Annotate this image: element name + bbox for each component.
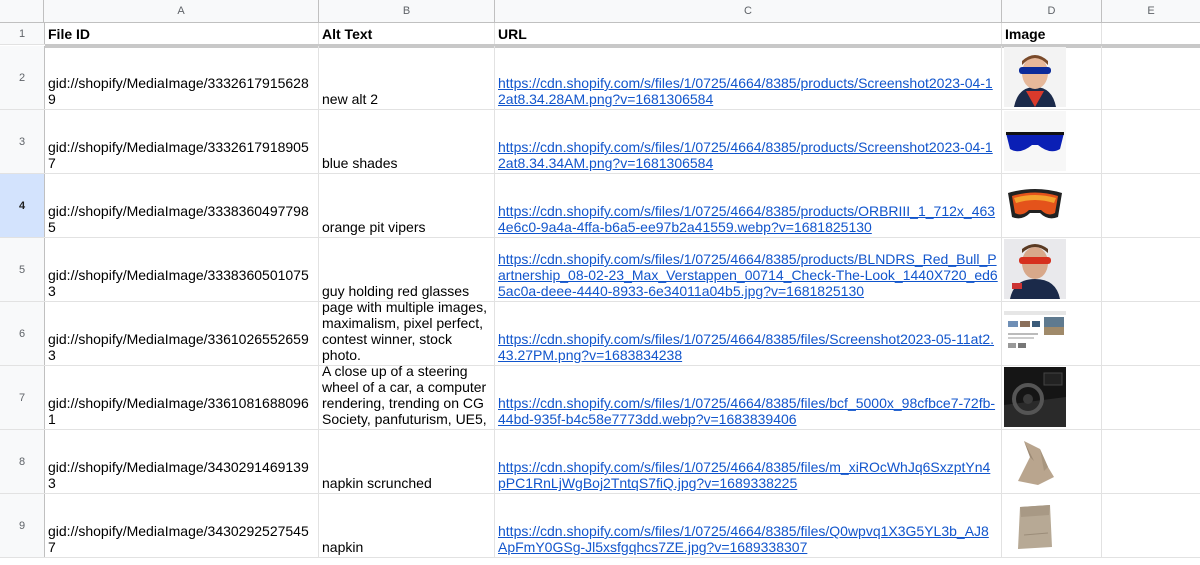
- cell-empty[interactable]: [1102, 110, 1200, 173]
- alt-text: blue shades: [322, 155, 398, 171]
- file-id-text: gid://shopify/MediaImage/34302925275457: [48, 523, 309, 555]
- cell-image[interactable]: [1002, 302, 1102, 365]
- cell-url[interactable]: [495, 110, 1002, 173]
- column-header-c[interactable]: C: [495, 0, 1002, 22]
- cell-url[interactable]: [495, 366, 1002, 429]
- cell-image[interactable]: [1002, 494, 1102, 557]
- cell-alt-text[interactable]: [319, 430, 495, 493]
- table-row: [0, 366, 1200, 430]
- alt-text: napkin: [322, 539, 364, 555]
- cell-empty[interactable]: [1102, 174, 1200, 237]
- url-link[interactable]: https://cdn.shopify.com/s/files/1/0725/4664/8385/products/ORBRIII_1_712x_4634e6c0-9a4a-4ffa-b6a5-ee97b2a41559.webp?v=1681825130: [498, 203, 996, 235]
- table-row: [0, 430, 1200, 494]
- table-row: [0, 238, 1200, 302]
- table-row: [0, 110, 1200, 174]
- image-thumbnail-napkin-folded: [1004, 495, 1066, 555]
- image-thumbnail-man-in-blue-shades: [1004, 47, 1066, 107]
- cell-url[interactable]: [495, 494, 1002, 557]
- cell-file-id[interactable]: [45, 302, 319, 365]
- table-row: [0, 174, 1200, 238]
- url-link[interactable]: https://cdn.shopify.com/s/files/1/0725/4664/8385/products/Screenshot2023-04-12at8.34.34AM.png?v=1681306584: [498, 139, 993, 171]
- file-id-text: gid://shopify/MediaImage/34302914691393: [48, 459, 309, 491]
- cell-alt-text[interactable]: [319, 110, 495, 173]
- header-cell-alt-text[interactable]: [319, 23, 495, 44]
- alt-text: guy holding red glasses: [322, 283, 470, 299]
- image-thumbnail-blue-shades: [1004, 111, 1066, 171]
- column-header-a[interactable]: A: [44, 0, 319, 22]
- file-id-text: gid://shopify/MediaImage/33326179156289: [48, 75, 309, 107]
- cell-empty[interactable]: [1102, 366, 1200, 429]
- header-label: URL: [498, 26, 527, 42]
- file-id-text: gid://shopify/MediaImage/33610816880961: [48, 395, 309, 427]
- table-row: [0, 302, 1200, 366]
- cell-empty[interactable]: [1102, 238, 1200, 301]
- alt-text: page with multiple images, maximalism, pixel perfect, contest winner, stock photo.: [322, 302, 487, 363]
- cell-file-id[interactable]: [45, 174, 319, 237]
- header-label: Image: [1005, 26, 1046, 42]
- cell-empty[interactable]: [1102, 302, 1200, 365]
- alt-text: napkin scrunched: [322, 475, 432, 491]
- cell-image[interactable]: [1002, 174, 1102, 237]
- cell-alt-text[interactable]: [319, 366, 495, 429]
- cell-empty[interactable]: [1102, 494, 1200, 557]
- cell-url[interactable]: [495, 430, 1002, 493]
- cell-alt-text[interactable]: [319, 238, 495, 301]
- row-number[interactable]: 3: [0, 110, 45, 173]
- header-label: File ID: [48, 26, 91, 42]
- cell-image[interactable]: [1002, 430, 1102, 493]
- row-number[interactable]: 7: [0, 366, 45, 429]
- header-cell-url[interactable]: [495, 23, 1002, 44]
- header-label: Alt Text: [322, 26, 373, 42]
- cell-file-id[interactable]: [45, 238, 319, 301]
- url-link[interactable]: https://cdn.shopify.com/s/files/1/0725/4664/8385/files/Screenshot2023-05-11at2.43.27PM.png?v=1683834238: [498, 331, 995, 363]
- cell-url[interactable]: [495, 174, 1002, 237]
- header-cell-file-id[interactable]: [45, 23, 319, 44]
- cell-alt-text[interactable]: [319, 174, 495, 237]
- header-row: [0, 23, 1200, 45]
- row-number[interactable]: 6: [0, 302, 45, 365]
- file-id-text: gid://shopify/MediaImage/33383605010753: [48, 267, 309, 299]
- cell-file-id[interactable]: [45, 366, 319, 429]
- table-row: [0, 46, 1200, 110]
- alt-text: A close up of a steering wheel of a car, a computer rendering, trending on CG Society, panfuturism, UE5,: [322, 366, 491, 427]
- cell-empty[interactable]: [1102, 46, 1200, 109]
- cell-image[interactable]: [1002, 238, 1102, 301]
- select-all-corner[interactable]: [0, 0, 44, 22]
- alt-text: orange pit vipers: [322, 219, 426, 235]
- cell-alt-text[interactable]: [319, 302, 495, 365]
- column-header-e[interactable]: E: [1147, 5, 1155, 17]
- image-thumbnail-web-page-screenshot: [1004, 303, 1066, 363]
- url-link[interactable]: https://cdn.shopify.com/s/files/1/0725/4664/8385/files/m_xiROcWhJq6SxzptYn4pPC1RnLjWgBoj2TntqS7fiQ.jpg?v=1689338225: [498, 459, 991, 491]
- file-id-text: gid://shopify/MediaImage/33610265526593: [48, 331, 309, 363]
- url-link[interactable]: https://cdn.shopify.com/s/files/1/0725/4664/8385/files/bcf_5000x_98cfbce7-72fb-44bd-935f-b4c58e7773dd.webp?v=1683839406: [498, 395, 996, 427]
- cell-file-id[interactable]: [45, 494, 319, 557]
- cell-image[interactable]: [1002, 110, 1102, 173]
- column-header-d[interactable]: D: [1002, 0, 1102, 22]
- column-header-b[interactable]: B: [319, 0, 495, 22]
- header-cell-empty[interactable]: [1102, 23, 1200, 44]
- row-number[interactable]: 9: [0, 494, 45, 557]
- image-thumbnail-napkin-scrunched: [1004, 431, 1066, 491]
- cell-url[interactable]: [495, 238, 1002, 301]
- url-link[interactable]: https://cdn.shopify.com/s/files/1/0725/4664/8385/files/Q0wpvq1X3G5YL3b_AJ8ApFmY0GSg-Jl5xsfgqhcs7ZE.jpg?v=1689338307: [498, 523, 989, 555]
- row-number[interactable]: 5: [0, 238, 45, 301]
- cell-file-id[interactable]: [45, 110, 319, 173]
- alt-text: new alt 2: [322, 91, 379, 107]
- row-number[interactable]: 2: [0, 46, 45, 109]
- cell-file-id[interactable]: [45, 430, 319, 493]
- cell-alt-text[interactable]: [319, 494, 495, 557]
- row-number[interactable]: 8: [0, 430, 45, 493]
- cell-alt-text[interactable]: [319, 46, 495, 109]
- image-thumbnail-orange-pit-vipers: [1004, 175, 1066, 235]
- header-cell-image[interactable]: [1002, 23, 1102, 44]
- row-number[interactable]: 1: [0, 23, 45, 44]
- file-id-text: gid://shopify/MediaImage/33383604977985: [48, 203, 309, 235]
- image-thumbnail-steering-wheel: [1004, 367, 1066, 427]
- cell-url[interactable]: [495, 46, 1002, 109]
- cell-image[interactable]: [1002, 366, 1102, 429]
- cell-url[interactable]: [495, 302, 1002, 365]
- cell-image[interactable]: [1002, 46, 1102, 109]
- url-link[interactable]: https://cdn.shopify.com/s/files/1/0725/4664/8385/products/Screenshot2023-04-12at8.34.28AM.png?v=1681306584: [498, 75, 993, 107]
- table-row: [0, 494, 1200, 558]
- cell-empty[interactable]: [1102, 430, 1200, 493]
- file-id-text: gid://shopify/MediaImage/33326179189057: [48, 139, 309, 171]
- url-link[interactable]: https://cdn.shopify.com/s/files/1/0725/4664/8385/products/BLNDRS_Red_Bull_Partnership_08-02-23_Max_Verstappen_00714_Check-The-Look_1440X720_ed65ac0a-deee-4440-8933-6e34011a04b5.jpg?v=1681825130: [498, 251, 998, 299]
- image-thumbnail-guy-red-glasses: [1004, 239, 1066, 299]
- cell-file-id[interactable]: [45, 46, 319, 109]
- row-number[interactable]: 4: [0, 174, 45, 237]
